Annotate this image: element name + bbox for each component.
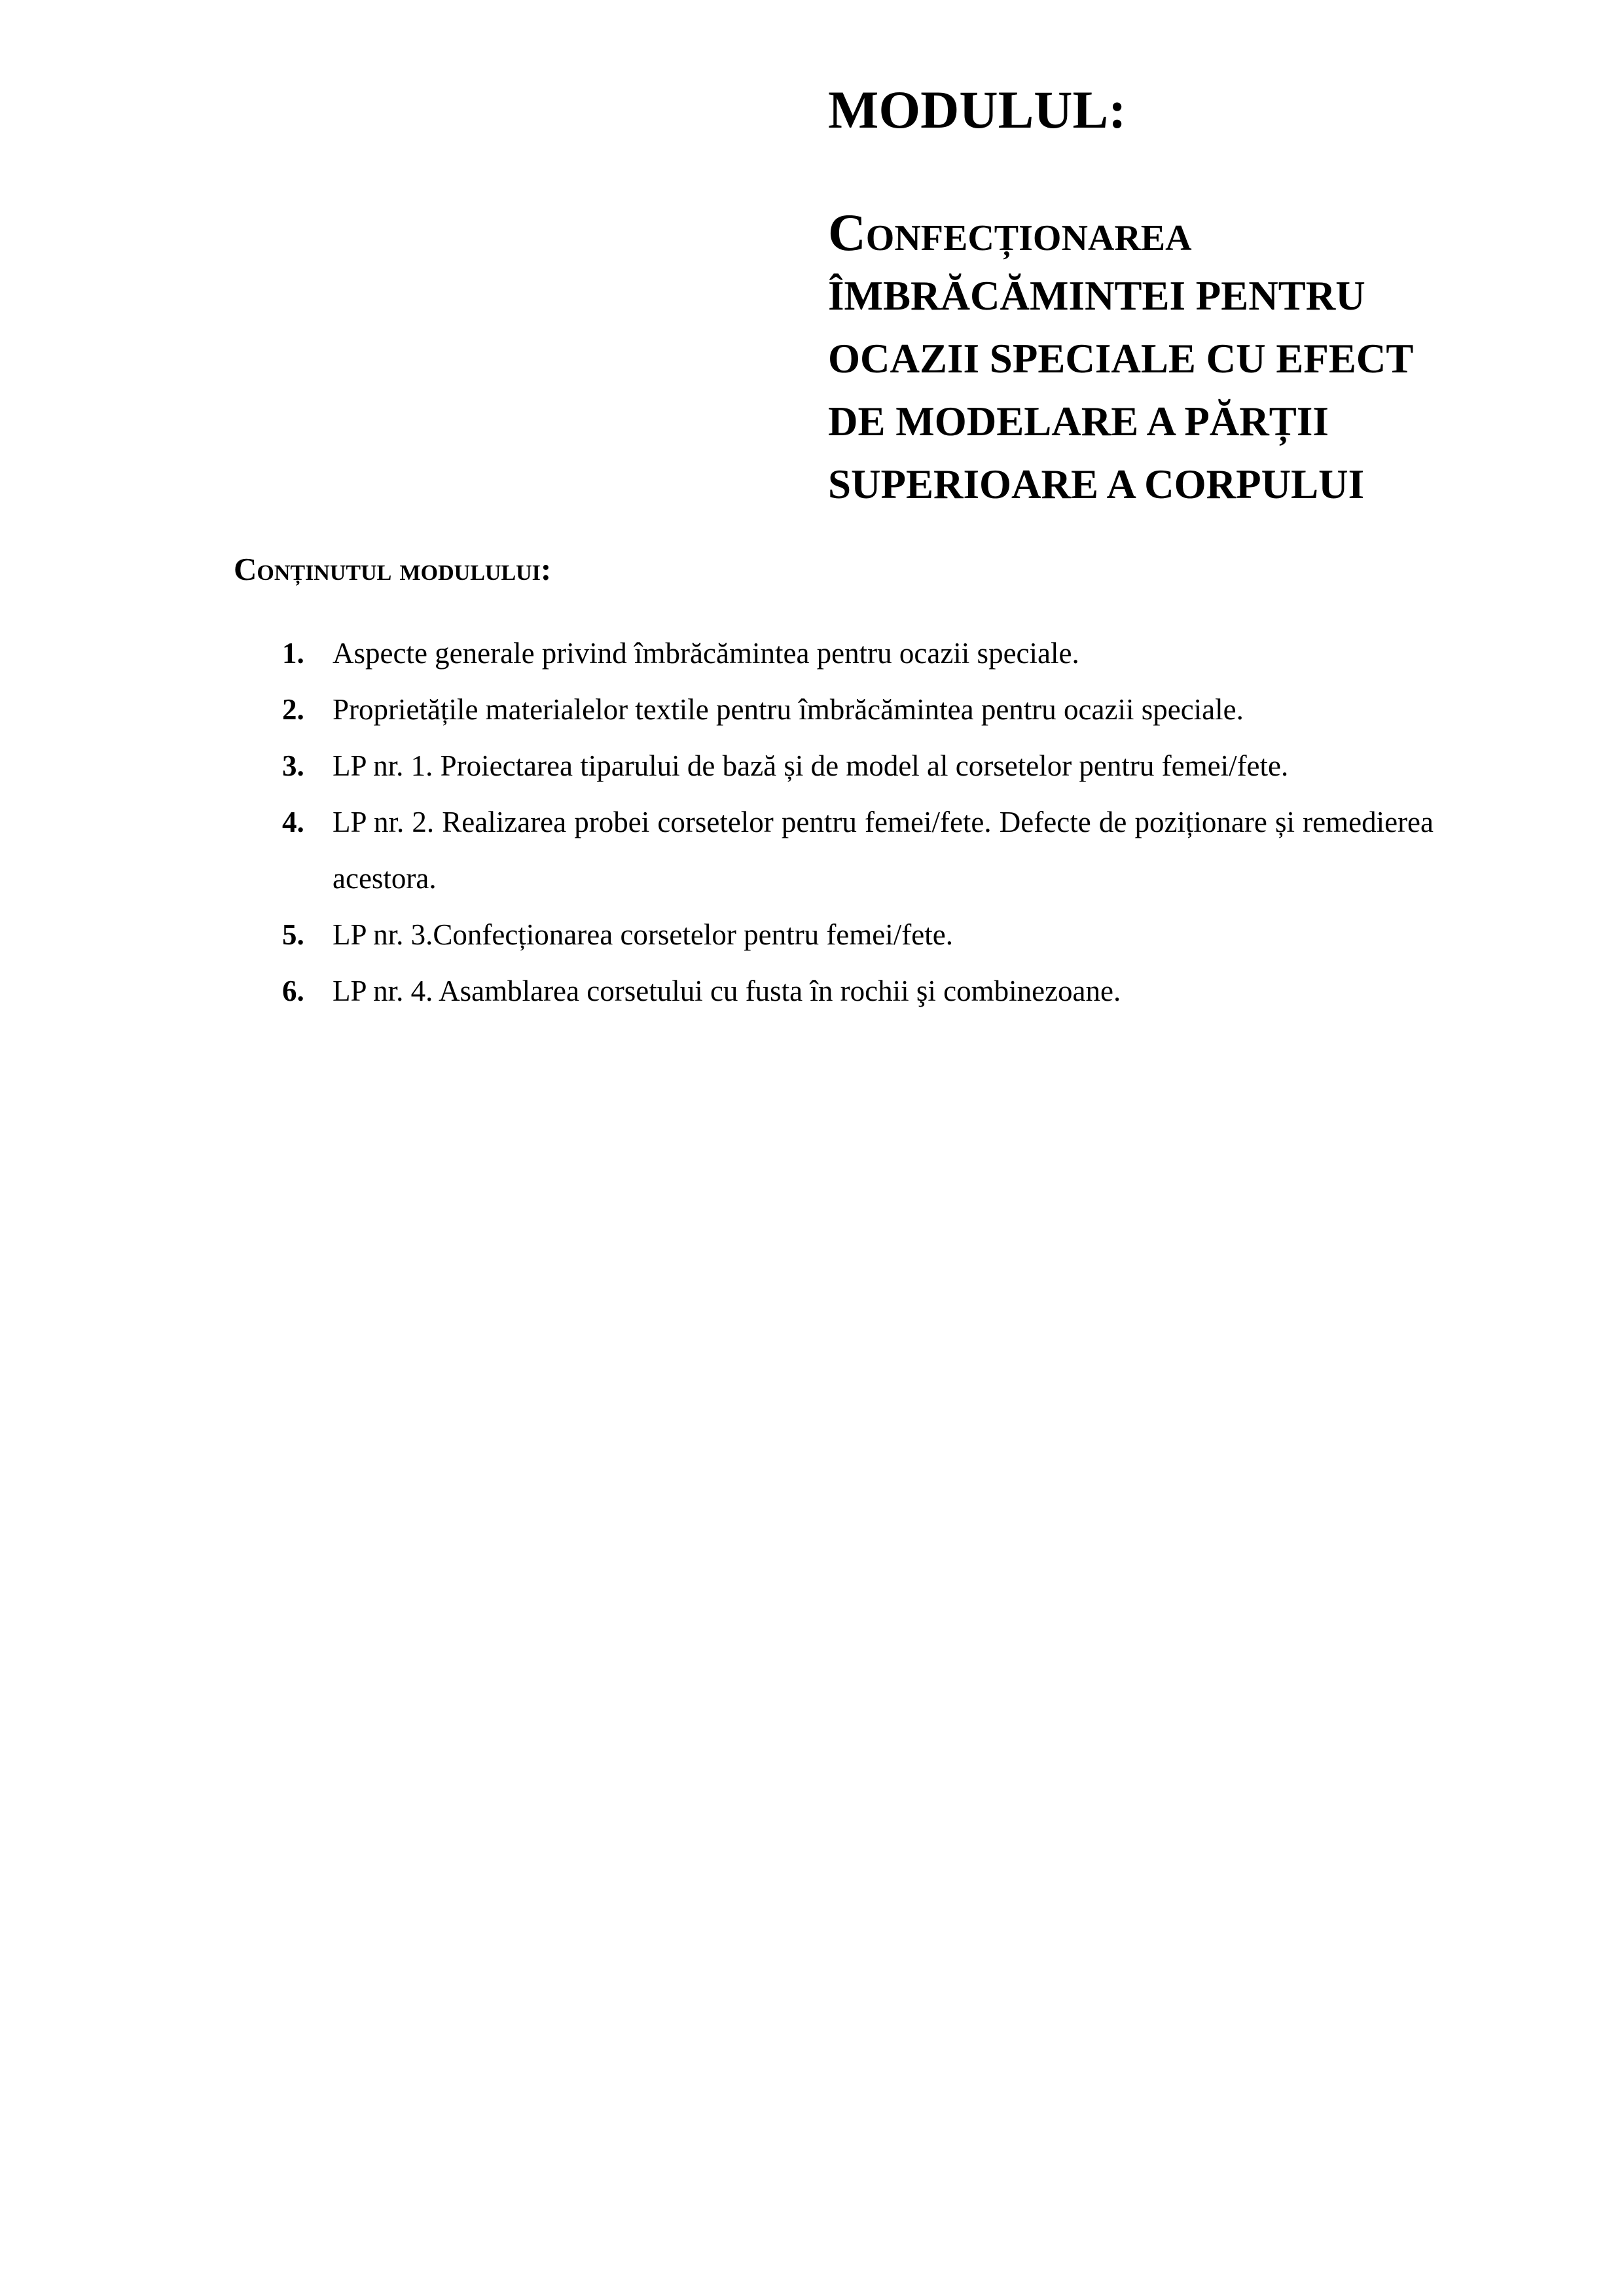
- list-item: [275, 681, 1434, 738]
- module-title-line: Confecționarea: [828, 204, 1192, 262]
- content-list: [275, 625, 1434, 1019]
- list-item-number: 6.: [282, 975, 304, 1007]
- list-item: [275, 738, 1434, 794]
- list-item-text: LP nr. 3.Confecționarea corsetelor pentru femei/fete.: [333, 918, 953, 951]
- list-item-number: 5.: [282, 918, 304, 951]
- list-item-text: LP nr. 4. Asamblarea corsetului cu fusta în rochii şi combinezoane.: [333, 975, 1121, 1007]
- content-heading: Conținutul modulului:: [234, 551, 552, 587]
- module-title-line: DE MODELARE A PĂRȚII: [828, 399, 1329, 444]
- list-item-text: Aspecte generale privind îmbrăcămintea pentru ocazii speciale.: [333, 637, 1079, 670]
- list-item-number: 4.: [282, 806, 304, 838]
- list-item-number: 1.: [282, 637, 304, 670]
- module-title: [828, 202, 1548, 516]
- module-title-line: SUPERIOARE A CORPULUI: [828, 461, 1365, 507]
- list-item: [275, 794, 1434, 906]
- list-item-number: 2.: [282, 693, 304, 726]
- module-title-line: ÎMBRĂCĂMINTEI PENTRU: [828, 273, 1365, 319]
- list-item-text: LP nr. 1. Proiectarea tiparului de bază și de model al corsetelor pentru femei/fete.: [333, 749, 1289, 782]
- list-item-text: Proprietățile materialelor textile pentru îmbrăcămintea pentru ocazii speciale.: [333, 693, 1244, 726]
- list-item: [275, 963, 1434, 1019]
- module-label: MODULUL:: [828, 80, 1127, 139]
- list-item-number: 3.: [282, 749, 304, 782]
- list-item-text: LP nr. 2. Realizarea probei corsetelor pentru femei/fete. Defecte de poziționare și remedierea acestora.: [333, 806, 1434, 895]
- module-title-line: OCAZII SPECIALE CU EFECT: [828, 336, 1414, 382]
- list-item: [275, 906, 1434, 963]
- list-item: [275, 625, 1434, 681]
